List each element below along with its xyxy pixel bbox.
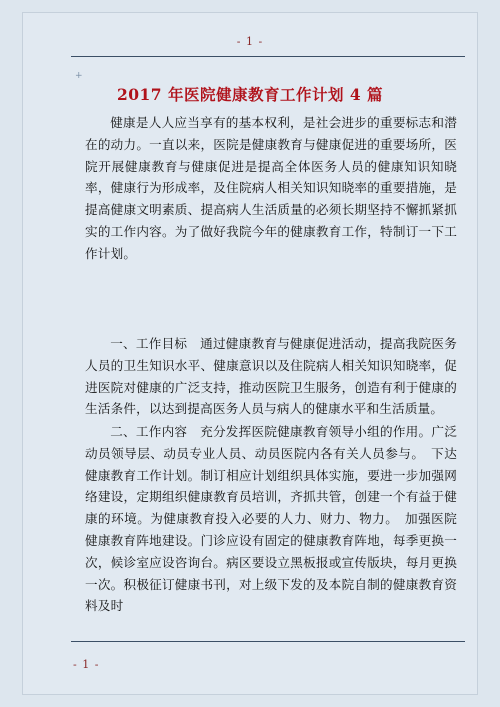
page-title: 2017 年医院健康教育工作计划 4 篇: [116, 85, 384, 104]
paragraph-text: 二、工作内容 充分发挥医院健康教育领导小组的作用。广泛动员领导层、动员专业人员、动员医院内各有关人员参与。 下达健康教育工作计划。制订相应计划组织具体实施，要进一步加强网络建设，定期组织健康教育员培训，齐抓共管，创建一个有益于健康的环境。为健康教育投入必要的人力、财力、物力。 加强医院健康教育阵地建设。门诊应设有固定的健康教育阵地，每季更换一次，候诊室应设咨询台。病区要设立黑板报或宣传版块，每月更换一次。积极征订健康书刊，对上级下发的及本院自制的健康教育资料及时: [85, 424, 457, 614]
document-page: [22, 12, 478, 695]
header-page-number: - 1 -: [236, 35, 264, 48]
header-rule: [71, 56, 465, 57]
paragraph-text: 一、工作目标 通过健康教育与健康促进活动，提高我院医务人员的卫生知识水平、健康意识以及住院病人相关知识知晓率，促进医院对健康的广泛支持，推动医院卫生服务，创造有利于健康的生活条件，以达到提高医务人员与病人的健康水平和生活质量。: [85, 336, 457, 417]
paragraph-intro: [85, 112, 457, 265]
cursor-mark-icon: +: [75, 71, 83, 81]
paragraph-goals: [85, 333, 457, 420]
paragraph-content: [85, 421, 457, 617]
footer-rule: [71, 641, 465, 642]
paragraph-text: 健康是人人应当享有的基本权利，是社会进步的重要标志和潜在的动力。一直以来，医院是健康教育与健康促进的重要场所，医院开展健康教育与健康促进是提高全体医务人员的健康知识知晓率，健康行为形成率，及住院病人相关知识知晓率的重要措施，是提高健康文明素质、提高病人生活质量的必须长期坚持不懈抓紧抓实的工作内容。为了做好我院今年的健康教育工作，特制订一下工作计划。: [85, 115, 457, 261]
footer-page-number: - 1 -: [73, 658, 100, 671]
